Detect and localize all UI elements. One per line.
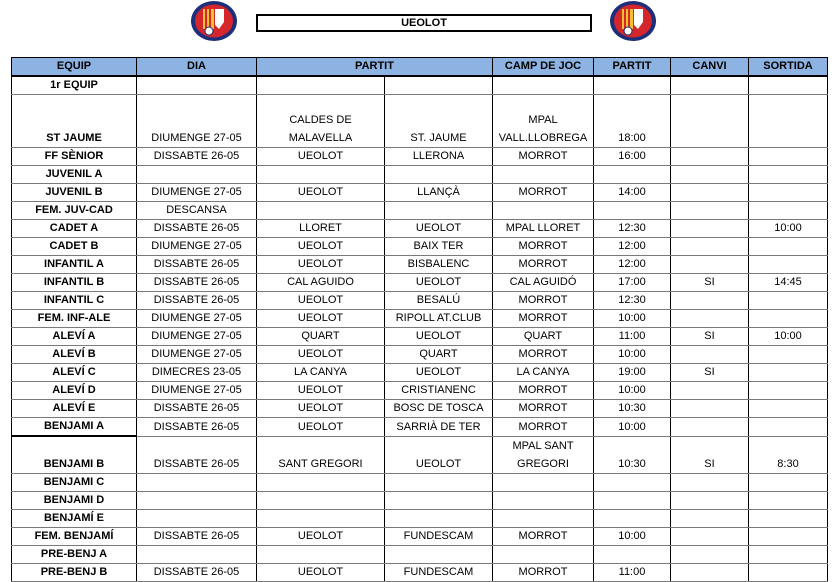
cell-equip: 1r EQUIP bbox=[12, 76, 137, 95]
table-row bbox=[12, 491, 828, 509]
cell-local: UEOLOT bbox=[257, 238, 385, 256]
cell-hora bbox=[594, 76, 671, 95]
cell-camp bbox=[493, 202, 594, 220]
cell-equip: BENJAMI B bbox=[12, 436, 137, 473]
cell-canvi: SI bbox=[671, 436, 749, 473]
cell-dia: DISSABTE 26-05 bbox=[137, 400, 257, 418]
cell-camp bbox=[493, 473, 594, 491]
cell-equip: INFANTIL A bbox=[12, 256, 137, 274]
cell-equip: BENJAMI D bbox=[12, 491, 137, 509]
cell-camp bbox=[493, 545, 594, 563]
cell-equip: CADET B bbox=[12, 238, 137, 256]
cell-visitant: BAIX TER bbox=[385, 238, 493, 256]
cell-equip: FEM. JUV-CAD bbox=[12, 202, 137, 220]
cell-camp: MORROT bbox=[493, 400, 594, 418]
cell-camp-text: MPAL VALL.LLOBREGA bbox=[498, 114, 588, 144]
cell-sortida bbox=[749, 382, 828, 400]
cell-dia: DISSABTE 26-05 bbox=[137, 220, 257, 238]
cell-hora bbox=[594, 545, 671, 563]
cell-canvi bbox=[671, 545, 749, 563]
table-row bbox=[12, 473, 828, 491]
table-row bbox=[12, 346, 828, 364]
table-row bbox=[12, 310, 828, 328]
cell-visitant: UEOLOT bbox=[385, 274, 493, 292]
cell-equip: FEM. BENJAMÍ bbox=[12, 527, 137, 545]
cell-canvi: SI bbox=[671, 364, 749, 382]
cell-dia bbox=[137, 545, 257, 563]
cell-canvi bbox=[671, 473, 749, 491]
cell-canvi bbox=[671, 76, 749, 95]
cell-hora: 12:00 bbox=[594, 256, 671, 274]
cell-visitant: BISBALENC bbox=[385, 256, 493, 274]
cell-equip: BENJAMÍ E bbox=[12, 509, 137, 527]
cell-dia: DESCANSA bbox=[137, 202, 257, 220]
cell-canvi bbox=[671, 148, 749, 166]
schedule-table bbox=[11, 57, 828, 582]
cell-camp: MORROT bbox=[493, 418, 594, 437]
cell-sortida bbox=[749, 509, 828, 527]
cell-visitant: UEOLOT bbox=[385, 436, 493, 473]
cell-local: UEOLOT bbox=[257, 256, 385, 274]
cell-local: QUART bbox=[257, 328, 385, 346]
cell-visitant bbox=[385, 545, 493, 563]
cell-camp: MORROT bbox=[493, 563, 594, 581]
cell-sortida bbox=[749, 310, 828, 328]
col-header-camp: CAMP DE JOC bbox=[493, 58, 594, 77]
cell-camp bbox=[493, 76, 594, 95]
cell-sortida bbox=[749, 418, 828, 437]
cell-local: CAL AGUIDO bbox=[257, 274, 385, 292]
cell-hora: 12:30 bbox=[594, 220, 671, 238]
cell-camp: LA CANYA bbox=[493, 364, 594, 382]
cell-visitant bbox=[385, 509, 493, 527]
cell-dia bbox=[137, 509, 257, 527]
cell-camp: MORROT bbox=[493, 310, 594, 328]
cell-local bbox=[257, 545, 385, 563]
table-row bbox=[12, 364, 828, 382]
cell-equip: ALEVÍ E bbox=[12, 400, 137, 418]
cell-camp bbox=[493, 95, 594, 148]
cell-sortida bbox=[749, 473, 828, 491]
cell-local: UEOLOT bbox=[257, 292, 385, 310]
cell-visitant: BOSC DE TOSCA bbox=[385, 400, 493, 418]
cell-visitant: BESALÚ bbox=[385, 292, 493, 310]
cell-local: UEOLOT bbox=[257, 148, 385, 166]
cell-camp bbox=[493, 436, 594, 473]
cell-equip: ALEVÍ C bbox=[12, 364, 137, 382]
col-header-dia: DIA bbox=[137, 58, 257, 77]
cell-visitant: ST. JAUME bbox=[385, 95, 493, 148]
cell-local: UEOLOT bbox=[257, 527, 385, 545]
cell-dia: DIUMENGE 27-05 bbox=[137, 346, 257, 364]
cell-dia: DISSABTE 26-05 bbox=[137, 148, 257, 166]
cell-hora: 19:00 bbox=[594, 364, 671, 382]
cell-hora: 12:30 bbox=[594, 292, 671, 310]
cell-visitant bbox=[385, 166, 493, 184]
cell-equip: FF SÈNIOR bbox=[12, 148, 137, 166]
cell-sortida bbox=[749, 184, 828, 202]
table-row bbox=[12, 382, 828, 400]
cell-canvi: SI bbox=[671, 328, 749, 346]
cell-canvi bbox=[671, 220, 749, 238]
cell-camp bbox=[493, 491, 594, 509]
col-header-hora: PARTIT bbox=[594, 58, 671, 77]
cell-sortida bbox=[749, 563, 828, 581]
cell-local-text: CALDES DE MALAVELLA bbox=[288, 114, 353, 144]
table-row bbox=[12, 328, 828, 346]
cell-hora: 10:30 bbox=[594, 436, 671, 473]
cell-canvi bbox=[671, 382, 749, 400]
cell-local bbox=[257, 95, 385, 148]
cell-sortida: 10:00 bbox=[749, 220, 828, 238]
cell-dia: DISSABTE 26-05 bbox=[137, 256, 257, 274]
cell-camp: MORROT bbox=[493, 148, 594, 166]
cell-sortida bbox=[749, 202, 828, 220]
cell-local: LLORET bbox=[257, 220, 385, 238]
table-row bbox=[12, 95, 828, 148]
cell-dia: DIUMENGE 27-05 bbox=[137, 95, 257, 148]
cell-canvi bbox=[671, 346, 749, 364]
cell-canvi bbox=[671, 400, 749, 418]
cell-hora: 10:30 bbox=[594, 400, 671, 418]
cell-local: LA CANYA bbox=[257, 364, 385, 382]
cell-equip: JUVENIL A bbox=[12, 166, 137, 184]
cell-sortida bbox=[749, 95, 828, 148]
cell-sortida bbox=[749, 400, 828, 418]
cell-canvi bbox=[671, 202, 749, 220]
cell-equip: BENJAMI C bbox=[12, 473, 137, 491]
club-logo-left-icon bbox=[190, 0, 238, 42]
cell-canvi bbox=[671, 292, 749, 310]
cell-dia bbox=[137, 76, 257, 95]
cell-sortida bbox=[749, 238, 828, 256]
cell-visitant bbox=[385, 473, 493, 491]
cell-dia bbox=[137, 491, 257, 509]
cell-canvi bbox=[671, 310, 749, 328]
cell-local bbox=[257, 473, 385, 491]
cell-visitant bbox=[385, 76, 493, 95]
cell-local bbox=[257, 509, 385, 527]
cell-local: UEOLOT bbox=[257, 563, 385, 581]
table-row bbox=[12, 509, 828, 527]
cell-camp: MORROT bbox=[493, 256, 594, 274]
cell-canvi bbox=[671, 238, 749, 256]
cell-hora: 16:00 bbox=[594, 148, 671, 166]
table-row bbox=[12, 184, 828, 202]
cell-camp: MPAL LLORET bbox=[493, 220, 594, 238]
cell-camp: MORROT bbox=[493, 382, 594, 400]
cell-sortida bbox=[749, 292, 828, 310]
col-header-canvi: CANVI bbox=[671, 58, 749, 77]
page-title: UEOLOT bbox=[256, 14, 592, 32]
table-row bbox=[12, 418, 828, 437]
cell-hora bbox=[594, 509, 671, 527]
cell-equip: ALEVÍ A bbox=[12, 328, 137, 346]
cell-dia: DISSABTE 26-05 bbox=[137, 274, 257, 292]
cell-canvi bbox=[671, 563, 749, 581]
table-row bbox=[12, 202, 828, 220]
col-header-sortida: SORTIDA bbox=[749, 58, 828, 77]
table-row bbox=[12, 545, 828, 563]
cell-hora: 10:00 bbox=[594, 346, 671, 364]
cell-hora bbox=[594, 166, 671, 184]
cell-visitant: UEOLOT bbox=[385, 328, 493, 346]
cell-visitant: FUNDESCAM bbox=[385, 527, 493, 545]
table-row bbox=[12, 400, 828, 418]
cell-equip: PRE-BENJ A bbox=[12, 545, 137, 563]
cell-dia: DIUMENGE 27-05 bbox=[137, 238, 257, 256]
cell-dia: DIUMENGE 27-05 bbox=[137, 382, 257, 400]
table-row bbox=[12, 436, 828, 473]
cell-visitant: SARRIÀ DE TER bbox=[385, 418, 493, 437]
cell-sortida bbox=[749, 346, 828, 364]
cell-sortida bbox=[749, 76, 828, 95]
cell-sortida bbox=[749, 256, 828, 274]
cell-dia: DIUMENGE 27-05 bbox=[137, 310, 257, 328]
table-row bbox=[12, 76, 828, 95]
cell-sortida bbox=[749, 364, 828, 382]
cell-sortida: 8:30 bbox=[749, 436, 828, 473]
cell-sortida bbox=[749, 491, 828, 509]
cell-visitant: FUNDESCAM bbox=[385, 563, 493, 581]
cell-hora: 11:00 bbox=[594, 328, 671, 346]
cell-hora bbox=[594, 473, 671, 491]
cell-local: UEOLOT bbox=[257, 184, 385, 202]
cell-visitant bbox=[385, 491, 493, 509]
cell-canvi bbox=[671, 509, 749, 527]
cell-camp: MORROT bbox=[493, 238, 594, 256]
cell-local bbox=[257, 166, 385, 184]
cell-equip: CADET A bbox=[12, 220, 137, 238]
cell-dia: DISSABTE 26-05 bbox=[137, 436, 257, 473]
cell-equip: ALEVÍ B bbox=[12, 346, 137, 364]
cell-dia bbox=[137, 166, 257, 184]
table-row bbox=[12, 527, 828, 545]
cell-visitant bbox=[385, 202, 493, 220]
cell-canvi bbox=[671, 418, 749, 437]
table-row bbox=[12, 148, 828, 166]
cell-equip: ST JAUME bbox=[12, 95, 137, 148]
cell-equip: INFANTIL B bbox=[12, 274, 137, 292]
cell-hora bbox=[594, 202, 671, 220]
cell-canvi bbox=[671, 527, 749, 545]
table-row bbox=[12, 220, 828, 238]
cell-canvi bbox=[671, 95, 749, 148]
cell-sortida bbox=[749, 545, 828, 563]
table-row bbox=[12, 238, 828, 256]
cell-dia: DISSABTE 26-05 bbox=[137, 418, 257, 437]
cell-dia: DIMECRES 23-05 bbox=[137, 364, 257, 382]
cell-dia: DIUMENGE 27-05 bbox=[137, 184, 257, 202]
cell-camp: MORROT bbox=[493, 527, 594, 545]
cell-camp: QUART bbox=[493, 328, 594, 346]
cell-hora: 10:00 bbox=[594, 527, 671, 545]
cell-equip: FEM. INF-ALE bbox=[12, 310, 137, 328]
cell-visitant: LLERONA bbox=[385, 148, 493, 166]
cell-hora bbox=[594, 491, 671, 509]
cell-canvi: SI bbox=[671, 274, 749, 292]
cell-local: UEOLOT bbox=[257, 418, 385, 437]
cell-hora: 14:00 bbox=[594, 184, 671, 202]
cell-visitant: CRISTIANENC bbox=[385, 382, 493, 400]
cell-sortida bbox=[749, 148, 828, 166]
cell-hora: 10:00 bbox=[594, 382, 671, 400]
cell-camp: MORROT bbox=[493, 346, 594, 364]
cell-canvi bbox=[671, 184, 749, 202]
table-row bbox=[12, 166, 828, 184]
cell-dia: DIUMENGE 27-05 bbox=[137, 328, 257, 346]
cell-visitant: QUART bbox=[385, 346, 493, 364]
cell-local bbox=[257, 202, 385, 220]
cell-local: SANT GREGORI bbox=[257, 436, 385, 473]
cell-equip: PRE-BENJ B bbox=[12, 563, 137, 581]
cell-canvi bbox=[671, 166, 749, 184]
cell-sortida: 14:45 bbox=[749, 274, 828, 292]
cell-local: UEOLOT bbox=[257, 382, 385, 400]
cell-local bbox=[257, 491, 385, 509]
table-header-row bbox=[12, 58, 828, 77]
cell-camp: MORROT bbox=[493, 292, 594, 310]
cell-equip: INFANTIL C bbox=[12, 292, 137, 310]
cell-visitant: RIPOLL AT.CLUB bbox=[385, 310, 493, 328]
cell-canvi bbox=[671, 491, 749, 509]
table-row bbox=[12, 274, 828, 292]
table-row bbox=[12, 256, 828, 274]
cell-dia: DISSABTE 26-05 bbox=[137, 563, 257, 581]
cell-local: UEOLOT bbox=[257, 310, 385, 328]
cell-camp: CAL AGUIDÓ bbox=[493, 274, 594, 292]
col-header-partit: PARTIT bbox=[257, 58, 493, 77]
cell-local: UEOLOT bbox=[257, 346, 385, 364]
cell-hora: 10:00 bbox=[594, 418, 671, 437]
cell-sortida bbox=[749, 166, 828, 184]
cell-equip: BENJAMI A bbox=[12, 418, 137, 437]
cell-visitant: UEOLOT bbox=[385, 220, 493, 238]
cell-hora: 17:00 bbox=[594, 274, 671, 292]
cell-camp-text: MPAL SANT GREGORI bbox=[512, 439, 574, 470]
table-row bbox=[12, 292, 828, 310]
cell-dia: DISSABTE 26-05 bbox=[137, 527, 257, 545]
table-row bbox=[12, 563, 828, 581]
cell-sortida: 10:00 bbox=[749, 328, 828, 346]
cell-visitant: UEOLOT bbox=[385, 364, 493, 382]
cell-dia bbox=[137, 473, 257, 491]
cell-camp bbox=[493, 166, 594, 184]
cell-visitant: LLANÇÀ bbox=[385, 184, 493, 202]
cell-camp: MORROT bbox=[493, 184, 594, 202]
cell-equip: ALEVÍ D bbox=[12, 382, 137, 400]
cell-hora: 10:00 bbox=[594, 310, 671, 328]
col-header-equip: EQUIP bbox=[12, 58, 137, 77]
cell-dia: DISSABTE 26-05 bbox=[137, 292, 257, 310]
cell-equip: JUVENIL B bbox=[12, 184, 137, 202]
cell-local: UEOLOT bbox=[257, 400, 385, 418]
cell-local bbox=[257, 76, 385, 95]
cell-hora: 11:00 bbox=[594, 563, 671, 581]
club-logo-right-icon bbox=[609, 0, 657, 42]
cell-hora: 12:00 bbox=[594, 238, 671, 256]
cell-camp bbox=[493, 509, 594, 527]
cell-hora: 18:00 bbox=[594, 95, 671, 148]
cell-canvi bbox=[671, 256, 749, 274]
cell-sortida bbox=[749, 527, 828, 545]
